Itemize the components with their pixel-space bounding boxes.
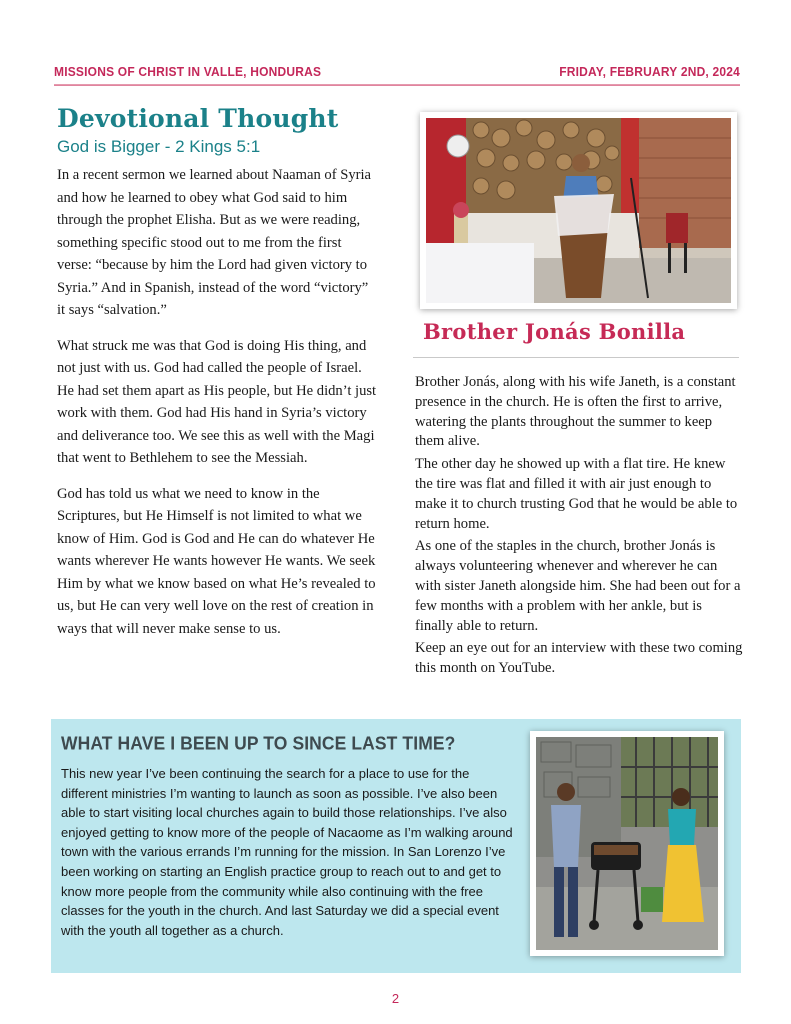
update-body: This new year I’ve been continuing the search for a place to use for the different ministries I’m wanting to launch as soon as possible. I’ve also been able to start visiting local churches again to build those relationships. I’ve also enjoyed getting to know more of the people of Nacaome as I’m walking around town with the various errands I’m running for the mission. In San Lorenzo I’ve been working on starting an English practice group to reach out to and get to know more people from the community while also continuing with the free classes for the youth in the church. And last Saturday we did a special event with the youth all together as a church.: [61, 766, 513, 938]
devotional-body: [57, 164, 379, 653]
preacher-photo: [426, 118, 731, 303]
brother-body: [415, 373, 743, 682]
youth-event-photo-illustration: [536, 737, 718, 950]
preacher-photo-illustration: [426, 118, 731, 303]
devotional-paragraph: God has told us what we need to know in the Scriptures, but He Himself is not limited to what we know of Him. God is God and He can do whatever He wants wherever He wants however He wants. We seek Him by what we know based on what He’s revealed to us, but He can very well love on the rest of creation in ways that will never make sense to us.: [57, 485, 376, 637]
devotional-title: Devotional Thought: [57, 104, 339, 133]
header-date: FRIDAY, FEBRUARY 2ND, 2024: [559, 64, 740, 80]
update-title: WHAT HAVE I BEEN UP TO SINCE LAST TIME?: [61, 732, 456, 754]
youth-event-photo: [536, 737, 718, 950]
brother-paragraph: The other day he showed up with a flat tire. He knew the tire was flat and filled it with air just enough to make it to church trusting God that he would be able to return home.: [415, 456, 738, 532]
brother-divider: [413, 357, 739, 358]
brother-paragraph: Keep an eye out for an interview with these two coming this month on YouTube.: [415, 640, 743, 677]
devotional-paragraph: In a recent sermon we learned about Naaman of Syria and how he learned to obey what God said to him through the prophet Elisha. But as we were reading, something specific stood out to me from the first verse: “because by him the Lord had given victory to Syria.” And in Spanish, instead of the word “victory” it says “salvation.”: [57, 167, 372, 318]
brother-paragraph: Brother Jonás, along with his wife Janeth, is a constant presence in the church. He is often the first to arrive, watering the plants throughout the summer to keep them alive.: [415, 374, 736, 450]
devotional-paragraph: What struck me was that God is doing His thing, and not just with us. God had called the people of Israel. He had set them apart as His people, but He didn’t just work with them. God had His hand in Syria’s victory and deliverance too. We see this as well with the Magi that went to Bethlehem to see the Messiah.: [57, 337, 377, 466]
brother-title: Brother Jonás Bonilla: [423, 319, 686, 344]
update-box: [51, 719, 741, 973]
devotional-subtitle: God is Bigger - 2 Kings 5:1: [57, 137, 261, 156]
brother-paragraph: As one of the staples in the church, brother Jonás is always volunteering whenever and wherever he can with sister Janeth alongside him. She had been out for a few months with a problem with her ankle, but is finally able to return.: [415, 538, 741, 634]
youth-event-photo-frame: [530, 731, 724, 956]
newsletter-header: [54, 61, 740, 85]
preacher-photo-frame: [420, 112, 737, 309]
header-org-name: MISSIONS OF CHRIST IN VALLE, HONDURAS: [54, 64, 322, 80]
page-number: 2: [391, 991, 400, 1006]
